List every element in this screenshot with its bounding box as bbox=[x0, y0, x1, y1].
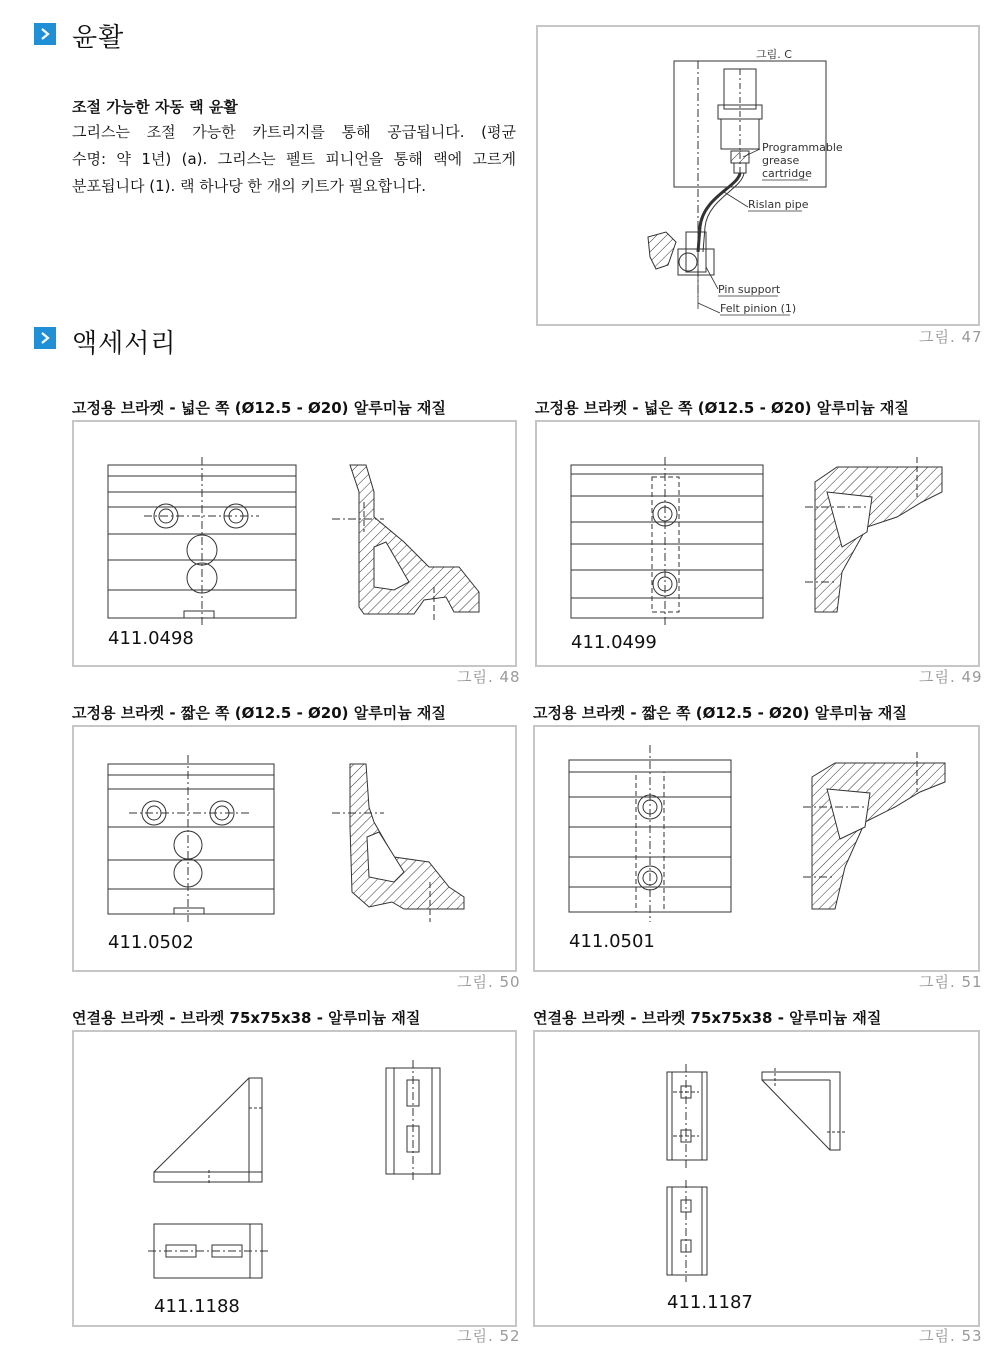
callout-cartridge: cartridge bbox=[762, 167, 812, 180]
part-number: 411.1187 bbox=[667, 1292, 753, 1313]
figure-53-label: 그림. 53 bbox=[919, 1327, 983, 1345]
figure-c-header: 그림. C bbox=[756, 48, 792, 61]
figure-49-frame bbox=[535, 420, 980, 667]
part-number: 411.0502 bbox=[108, 932, 194, 953]
figure-47-frame bbox=[536, 25, 980, 326]
figure-51-caption: 고정용 브라켓 - 짧은 쪽 (Ø12.5 - Ø20) 알루미늄 재질 bbox=[533, 704, 907, 722]
bracket-wide-drawing-b bbox=[537, 422, 978, 665]
part-number: 411.0498 bbox=[108, 628, 194, 649]
connecting-bracket-drawing-a bbox=[74, 1032, 515, 1325]
figure-52-frame bbox=[72, 1030, 517, 1327]
part-number: 411.1188 bbox=[154, 1296, 240, 1317]
figure-49-caption: 고정용 브라켓 - 넓은 쪽 (Ø12.5 - Ø20) 알루미늄 재질 bbox=[535, 399, 909, 417]
figure-53-frame bbox=[533, 1030, 980, 1327]
figure-52-label: 그림. 52 bbox=[457, 1327, 521, 1345]
callout-rislan: Rislan pipe bbox=[748, 198, 809, 211]
part-number: 411.0501 bbox=[569, 931, 655, 952]
connecting-bracket-drawing-b bbox=[535, 1032, 978, 1325]
lubrication-subtitle: 조절 가능한 자동 랙 윤활 bbox=[72, 98, 238, 116]
figure-48-frame bbox=[72, 420, 517, 667]
figure-48-label: 그림. 48 bbox=[457, 668, 521, 686]
figure-50-caption: 고정용 브라켓 - 짧은 쪽 (Ø12.5 - Ø20) 알루미늄 재질 bbox=[72, 704, 446, 722]
callout-grease: grease bbox=[762, 154, 800, 167]
accessories-title: 액세서리 bbox=[72, 329, 177, 359]
figure-50-label: 그림. 50 bbox=[457, 973, 521, 991]
callout-felt-pinion: Felt pinion (1) bbox=[720, 302, 797, 315]
part-number: 411.0499 bbox=[571, 632, 657, 653]
lubrication-body bbox=[72, 119, 516, 200]
figure-52-caption: 연결용 브라켓 - 브라켓 75x75x38 - 알루미늄 재질 bbox=[72, 1009, 421, 1027]
callout-pin-support: Pin support bbox=[718, 283, 781, 296]
body-line: 그리스는 조절 가능한 카트리지를 통해 공급됩니다. (평균 bbox=[72, 123, 516, 141]
figure-49-label: 그림. 49 bbox=[919, 668, 983, 686]
figure-51-label: 그림. 51 bbox=[919, 973, 983, 991]
body-line: 분포됩니다 (1). 랙 하나당 한 개의 키트가 필요합니다. bbox=[72, 177, 426, 195]
lubrication-drawing bbox=[538, 27, 978, 324]
body-line: 수명: 약 1년) (a). 그리스는 펠트 피니언을 통해 랙에 고르게 bbox=[72, 150, 516, 168]
figure-47-label: 그림. 47 bbox=[919, 328, 983, 346]
lubrication-title: 윤활 bbox=[72, 23, 125, 53]
figure-48-caption: 고정용 브라켓 - 넓은 쪽 (Ø12.5 - Ø20) 알루미늄 재질 bbox=[72, 399, 446, 417]
section-marker-icon bbox=[34, 327, 56, 349]
section-marker-icon bbox=[34, 23, 56, 45]
figure-53-caption: 연결용 브라켓 - 브라켓 75x75x38 - 알루미늄 재질 bbox=[533, 1009, 882, 1027]
callout-programmable: Programmable bbox=[762, 141, 843, 154]
figure-50-frame bbox=[72, 725, 517, 972]
figure-51-frame bbox=[533, 725, 980, 972]
